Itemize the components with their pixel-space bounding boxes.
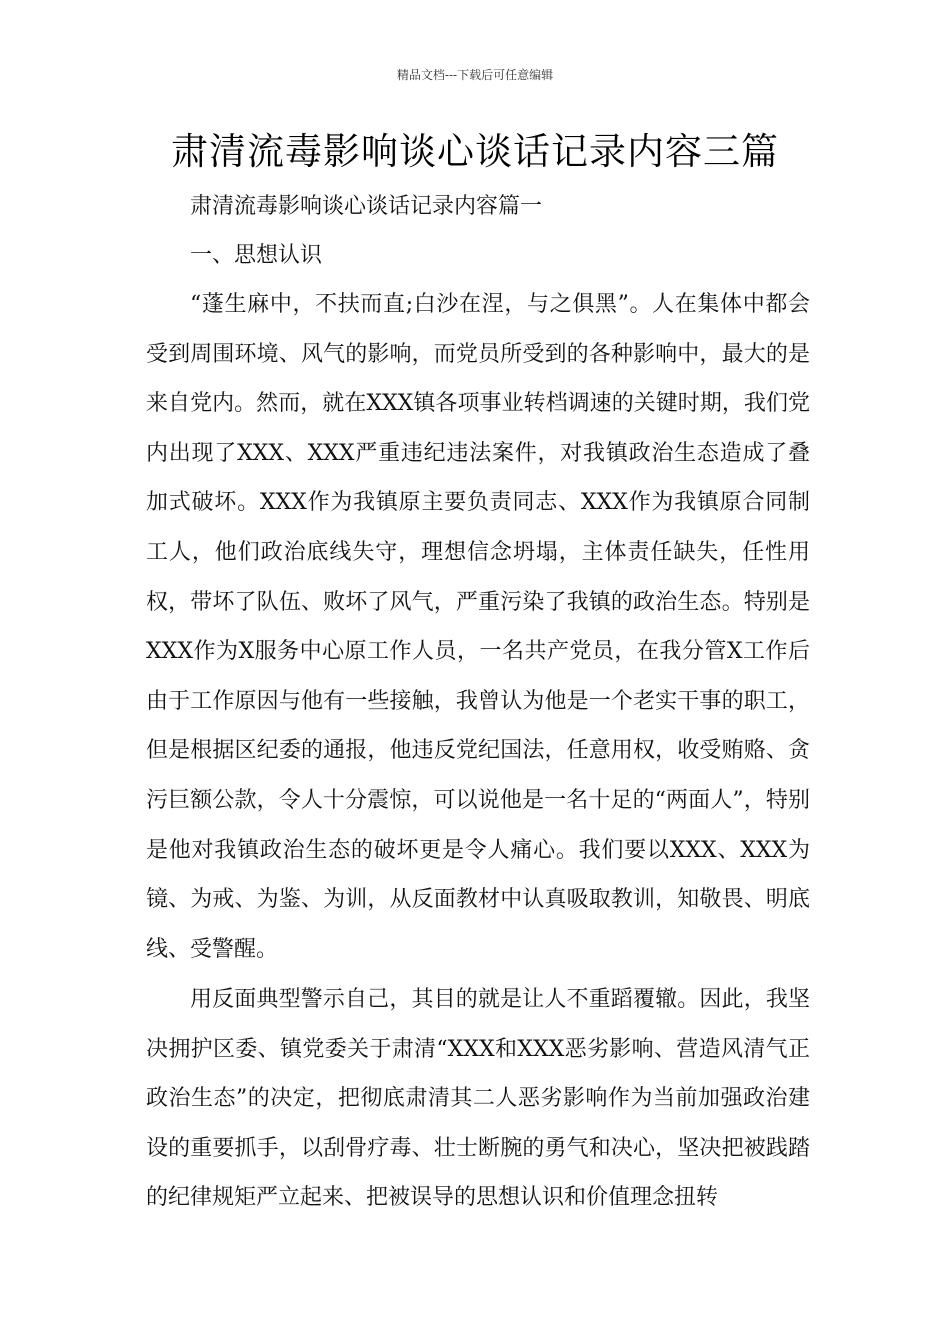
subtitle-text: 肃清流毒影响谈心谈话记录内容篇一 — [190, 194, 543, 219]
paragraph-2-text: 用反面典型警示自己，其目的就是让人不重蹈覆辙。因此，我坚决拥护区委、镇党委关于肃清“XXX和XXX恶劣影响、营造风清气正政治生态”的决定，把彻底肃清其二人恶劣影响作为当前加强政治建设的重要抓手，以刮骨疗毒、壮士断腕的勇气和决心，坚决把被践踏的纪律规矩严立起来、把被误导的思想认识和价值理念扭转 — [146, 987, 810, 1211]
paragraph-1-text: “蓬生麻中，不扶而直;白沙在涅，与之俱黑”。人在集体中都会受到周围环境、风气的影响，而党员所受到的各种影响中，最大的是来自党内。然而，就在XXX镇各项事业转档调速的关键时期，我们党内出现了XXX、XXX严重违纪违法案件，对我镇政治生态造成了叠加式破坏。XXX作为我镇原主要负责同志、XXX作为我镇原合同制工人，他们政治底线失守，理想信念坍塌，主体责任缺失，任性用权，带坏了队伍、败坏了风气，严重污染了我镇的政治生态。特别是XXX作为X服务中心原工作人员，一名共产党员，在我分管X工作后由于工作原因与他有一些接触，我曾认为他是一个老实干事的职工，但是根据区纪委的通报，他违反党纪国法，任意用权，收受贿赂、贪污巨额公款，令人十分震惊，可以说他是一名十足的“两面人”，特别是他对我镇政治生态的破坏更是令人痛心。我们要以XXX、XXX为镜、为戒、为鉴、为训，从反面教材中认真吸取教训，知敬畏、明底线、受警醒。 — [146, 292, 811, 962]
section-heading — [146, 231, 810, 281]
paragraph-2 — [146, 975, 810, 1223]
document-title: 肃清流毒影响谈心谈话记录内容三篇 — [171, 130, 779, 173]
header-note: 精品文档---下载后可任意编辑 — [396, 68, 554, 82]
document-subtitle — [146, 182, 810, 232]
section-heading-text: 一、思想认识 — [190, 243, 323, 268]
paragraph-1 — [146, 280, 810, 974]
